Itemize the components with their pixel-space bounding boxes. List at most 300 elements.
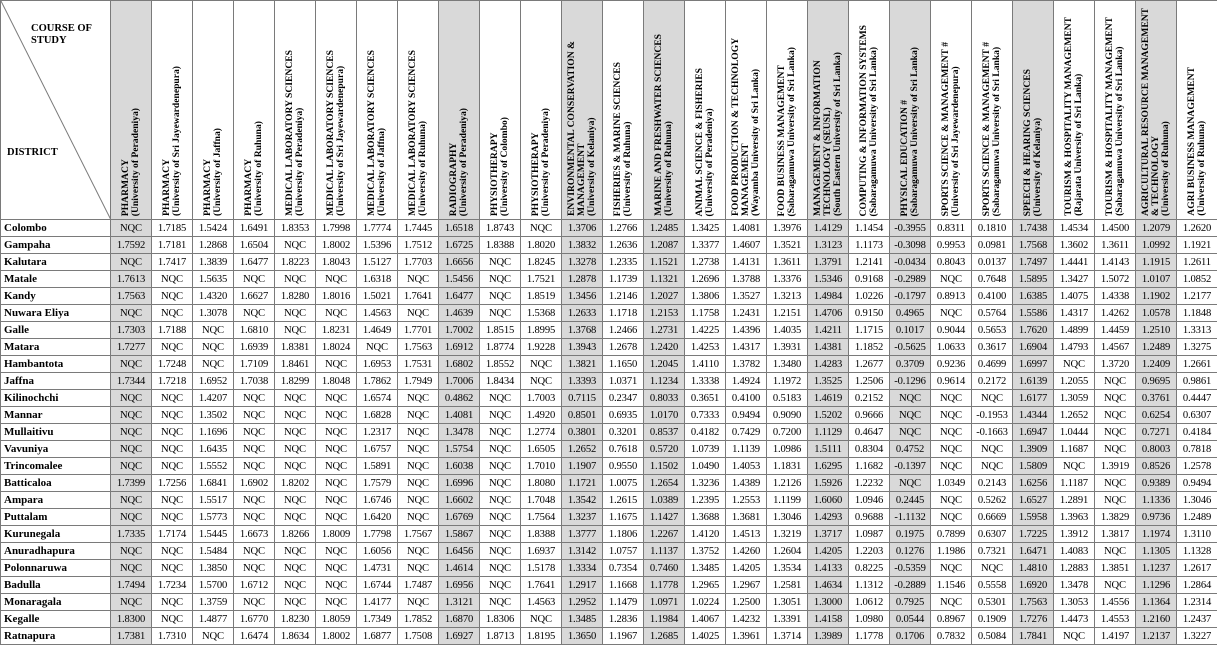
cutoff-value: 1.1852 [849,339,890,356]
course-header [1095,1,1136,220]
cutoff-value: 1.5517 [193,492,234,509]
cutoff-value: 1.3806 [685,288,726,305]
cutoff-value: NQC [316,305,357,322]
cutoff-value: 1.6904 [1013,339,1054,356]
university-name: (Sabaragamuwa University of Sri Lanka) [909,46,920,216]
course-header [644,1,685,220]
cutoff-value: 1.2652 [562,441,603,458]
district-name: Vavuniya [1,441,111,458]
cutoff-value: 1.4441 [1054,254,1095,271]
cutoff-value: 1.3051 [767,594,808,611]
cutoff-value: 1.5202 [808,407,849,424]
cutoff-value: 1.7256 [152,475,193,492]
cutoff-value: NQC [152,441,193,458]
cutoff-value: NQC [931,407,972,424]
cutoff-value: 1.0739 [685,441,726,458]
cutoff-value: 1.3821 [562,356,603,373]
cutoff-value: 1.3313 [1177,322,1217,339]
cutoff-value: 1.0389 [644,492,685,509]
university-name: (Rajarata University of Sri Lanka) [1073,73,1084,216]
cutoff-value: 1.3717 [808,526,849,543]
cutoff-value: 1.6295 [808,458,849,475]
cutoff-value: 1.5368 [521,305,562,322]
cutoff-value: 0.9236 [931,356,972,373]
cutoff-value: 1.2510 [1136,322,1177,339]
cutoff-value: 1.5111 [808,441,849,458]
course-name: SPORTS SCIENCE & MANAGEMENT # [981,41,992,216]
cutoff-value: NQC [275,594,316,611]
cutoff-value: 1.7234 [152,577,193,594]
cutoff-value: 1.2652 [1054,407,1095,424]
cutoff-value: 1.5484 [193,543,234,560]
table-row [1,271,1217,288]
cutoff-value: 1.8434 [480,373,521,390]
cutoff-value: 0.5084 [972,628,1013,645]
cutoff-value: 1.6504 [234,237,275,254]
cutoff-value: 1.2615 [603,492,644,509]
course-header [1136,1,1177,220]
cutoff-value: 1.1986 [931,543,972,560]
university-name: (University of Ruhuna) [663,121,674,216]
cutoff-value: NQC [152,560,193,577]
cutoff-value: 1.2314 [1177,594,1217,611]
cutoff-value: 1.6725 [439,237,480,254]
cutoff-value: 1.6953 [357,356,398,373]
cutoff-value: 0.7333 [685,407,726,424]
cutoff-value: 1.3777 [562,526,603,543]
cutoff-value: 1.1696 [193,424,234,441]
cutoff-value: -0.1797 [890,288,931,305]
cutoff-value: 1.5021 [357,288,398,305]
cutoff-value: 1.6477 [439,288,480,305]
cutoff-value: 0.5653 [972,322,1013,339]
cutoff-value: 1.3961 [726,628,767,645]
cutoff-value: 0.9389 [1136,475,1177,492]
cutoff-value: 1.2891 [1054,492,1095,509]
cutoff-value: 1.1682 [849,458,890,475]
cutoff-value: 1.4553 [1095,611,1136,628]
cutoff-value: 1.3377 [685,237,726,254]
cutoff-value: 1.3236 [685,475,726,492]
district-name: Monaragala [1,594,111,611]
cutoff-value: 1.7531 [398,356,439,373]
cutoff-value: NQC [275,492,316,509]
cutoff-value: 1.6505 [521,441,562,458]
cutoff-value: 1.3919 [1095,458,1136,475]
cutoff-value: 1.6139 [1013,373,1054,390]
cutoff-value: 1.1296 [1136,577,1177,594]
cutoff-value: NQC [275,424,316,441]
cutoff-value: NQC [931,509,972,526]
district-name: Mannar [1,407,111,424]
district-name: Kurunegala [1,526,111,543]
cutoff-value: 1.3053 [1054,594,1095,611]
course-name: ANIMAL SCIENCE & FISHERIES [694,67,705,216]
cutoff-value: 1.0349 [931,475,972,492]
cutoff-value: 1.7399 [111,475,152,492]
cutoff-value: 1.6318 [357,271,398,288]
cutoff-value: 1.6177 [1013,390,1054,407]
cutoff-value: NQC [480,254,521,271]
cutoff-value: NQC [931,441,972,458]
cutoff-value: 1.6744 [357,577,398,594]
cutoff-value: 1.3817 [1095,526,1136,543]
cutoff-value: NQC [193,356,234,373]
cutoff-value: 1.2126 [767,475,808,492]
cutoff-value: 1.2055 [1054,373,1095,390]
cutoff-value: 1.4120 [685,526,726,543]
cutoff-value: 1.8016 [316,288,357,305]
cutoff-value: NQC [234,458,275,475]
table-row [1,543,1217,560]
cutoff-value: 1.4211 [808,322,849,339]
cutoff-value: 1.0987 [849,526,890,543]
cutoff-value: 1.6877 [357,628,398,645]
cutoff-value: 1.4639 [439,305,480,322]
cutoff-value: 0.7818 [1177,441,1217,458]
cutoff-value: 0.5720 [644,441,685,458]
cutoff-value: 1.7038 [234,373,275,390]
cutoff-value: 0.2143 [972,475,1013,492]
cutoff-value: 0.4182 [685,424,726,441]
cutoff-value: 1.3752 [685,543,726,560]
university-name: (University of Peradeniya) [130,107,141,216]
cutoff-value: NQC [234,424,275,441]
cutoff-value: 1.2395 [685,492,726,509]
district-name: Galle [1,322,111,339]
cutoff-value: 0.4100 [972,288,1013,305]
cutoff-value: 1.4338 [1095,288,1136,305]
cutoff-value: -0.3098 [890,237,931,254]
cutoff-value: 1.4706 [808,305,849,322]
cutoff-value: 1.3943 [562,339,603,356]
cutoff-value: 1.1718 [603,305,644,322]
cutoff-value: 1.2146 [603,288,644,305]
cutoff-value: 1.3427 [1054,271,1095,288]
cutoff-value: 1.8059 [316,611,357,628]
course-header [890,1,931,220]
university-name: (University of Ruhuna) [1196,121,1207,216]
cutoff-value: 0.9494 [1177,475,1217,492]
cutoff-value: NQC [152,543,193,560]
cutoff-value: 1.3909 [1013,441,1054,458]
cutoff-value: 1.1668 [603,577,644,594]
cutoff-value: 1.2731 [644,322,685,339]
district-name: Polonnaruwa [1,560,111,577]
cutoff-value: 1.8043 [316,254,357,271]
district-name: Anuradhapura [1,543,111,560]
course-of-study-label: COURSE OF STUDY [31,23,92,46]
cutoff-value: NQC [111,220,152,237]
cutoff-value: NQC [275,237,316,254]
cutoff-value: 1.7592 [111,237,152,254]
cutoff-value: NQC [275,407,316,424]
cutoff-value: 1.1967 [603,628,644,645]
table-row [1,560,1217,577]
cutoff-value: 0.3651 [685,390,726,407]
cutoff-value: 1.4810 [1013,560,1054,577]
cutoff-value: -0.1953 [972,407,1013,424]
cutoff-value: 1.1234 [644,373,685,390]
cutoff-value: NQC [152,407,193,424]
cutoff-value: 1.6456 [439,543,480,560]
cutoff-value: 1.6769 [439,509,480,526]
cutoff-value: 1.1305 [1136,543,1177,560]
course-header [931,1,972,220]
cutoff-value: 0.8501 [562,407,603,424]
cutoff-value: -0.1296 [890,373,931,390]
cutoff-value: NQC [316,577,357,594]
district-name: Hambantota [1,356,111,373]
cutoff-value: NQC [234,305,275,322]
district-label: DISTRICT [7,147,58,158]
table-row [1,356,1217,373]
cutoff-value: NQC [152,390,193,407]
table-row [1,594,1217,611]
cutoff-value: 1.8202 [275,475,316,492]
cutoff-value: 1.0992 [1136,237,1177,254]
district-name: Ampara [1,492,111,509]
cutoff-value: 1.8245 [521,254,562,271]
cutoff-value: 1.7841 [1013,628,1054,645]
cutoff-value: NQC [480,526,521,543]
cutoff-value: 1.3059 [1054,390,1095,407]
district-name: Kegalle [1,611,111,628]
cutoff-value: NQC [357,339,398,356]
cutoff-value: 0.5262 [972,492,1013,509]
cutoff-value: 1.2485 [644,220,685,237]
cutoff-value: NQC [972,560,1013,577]
cutoff-value: 0.7648 [972,271,1013,288]
cutoff-value: NQC [152,458,193,475]
cutoff-value: 1.4158 [808,611,849,628]
cutoff-value: 1.4389 [726,475,767,492]
cutoff-value: 1.6712 [234,577,275,594]
cutoff-value: 1.6841 [193,475,234,492]
cutoff-value: 1.4534 [1054,220,1095,237]
course-name: MEDICAL LABORATORY SCIENCES [366,50,377,216]
cutoff-value: NQC [398,424,439,441]
cutoff-value: 1.4083 [1054,543,1095,560]
cutoff-value: NQC [152,288,193,305]
cutoff-value: 1.1921 [1177,237,1217,254]
cutoff-value: 1.4793 [1054,339,1095,356]
cutoff-value: 1.1984 [644,611,685,628]
cutoff-value: NQC [234,560,275,577]
cutoff-value: 0.8526 [1136,458,1177,475]
cutoff-value: 1.1454 [849,220,890,237]
cutoff-value: 1.8300 [111,611,152,628]
cutoff-value: 1.4381 [808,339,849,356]
corner-header [1,1,111,220]
cutoff-value: 1.7641 [521,577,562,594]
cutoff-value: 0.9550 [603,458,644,475]
cutoff-value: NQC [480,560,521,577]
university-name: (University of Sri Jayewardenepura) [950,65,961,216]
university-name: (University of Ruhuna) [417,121,428,216]
university-name: (University of Peradeniya) [458,107,469,216]
cutoff-value: 1.5396 [357,237,398,254]
cutoff-value: 1.2633 [562,305,603,322]
cutoff-value: 1.4513 [726,526,767,543]
cutoff-value: 1.3963 [1054,509,1095,526]
cutoff-value: 1.4260 [726,543,767,560]
cutoff-value: NQC [316,458,357,475]
cutoff-value: 1.5072 [1095,271,1136,288]
cutoff-value: 1.1521 [644,254,685,271]
cutoff-value: 1.4459 [1095,322,1136,339]
cutoff-value: 1.3714 [767,628,808,645]
cutoff-value: 1.2636 [603,237,644,254]
cutoff-value: 1.0757 [603,543,644,560]
cutoff-value: NQC [480,577,521,594]
cutoff-value: 1.8634 [275,628,316,645]
cutoff-value: 1.2141 [849,254,890,271]
course-name: FOOD BUSINESS MANAGEMENT [776,64,787,216]
cutoff-value: 1.1715 [849,322,890,339]
table-body [1,220,1217,645]
university-name: (University of Ruhuna) [1160,121,1171,216]
cutoff-value: 0.2152 [849,390,890,407]
cutoff-value: NQC [234,441,275,458]
cutoff-value: NQC [111,254,152,271]
cutoff-value: 1.2177 [1177,288,1217,305]
cutoff-value: 1.8223 [275,254,316,271]
cutoff-value: NQC [316,492,357,509]
cutoff-value: 1.0371 [603,373,644,390]
cutoff-value: 1.2232 [849,475,890,492]
cutoff-value: 1.8020 [521,237,562,254]
cutoff-value: 1.4075 [1054,288,1095,305]
cutoff-value: 1.2409 [1136,356,1177,373]
cutoff-value: 1.3334 [562,560,603,577]
university-name: (University of Kelaniya) [586,117,597,216]
cutoff-value: NQC [234,390,275,407]
cutoff-value: NQC [316,594,357,611]
cutoff-value: 1.3338 [685,373,726,390]
cutoff-value: 0.9666 [849,407,890,424]
cutoff-value: NQC [1095,407,1136,424]
cutoff-value: 1.2431 [726,305,767,322]
cutoff-value: NQC [931,594,972,611]
cutoff-value: 1.7335 [111,526,152,543]
cutoff-value: 1.2267 [644,526,685,543]
cutoff-value: 1.3976 [767,220,808,237]
cutoff-value: 1.7174 [152,526,193,543]
cutoff-value: NQC [398,594,439,611]
course-header [439,1,480,220]
cutoff-value: 1.3688 [685,509,726,526]
cutoff-value: 1.4053 [726,458,767,475]
cutoff-value: NQC [275,390,316,407]
course-name: PHARMACY [243,158,254,216]
cutoff-value: 1.4920 [521,407,562,424]
cutoff-value: 1.5178 [521,560,562,577]
cutoff-value: NQC [316,271,357,288]
cutoff-value: NQC [480,271,521,288]
cutoff-value: 0.8003 [1136,441,1177,458]
cutoff-value: NQC [1095,543,1136,560]
cutoff-value: -1.1132 [890,509,931,526]
cutoff-value: 1.2087 [644,237,685,254]
cutoff-value: 1.1199 [767,492,808,509]
cutoff-value: 1.3912 [1054,526,1095,543]
cutoff-value: 1.2160 [1136,611,1177,628]
cutoff-value: NQC [480,492,521,509]
cutoff-value: 0.8033 [644,390,685,407]
cutoff-value: 1.8024 [316,339,357,356]
course-name: TOURISM & HOSPITALITY MANAGEMENT [1063,17,1074,216]
cutoff-value: NQC [398,492,439,509]
university-name: (University of Ruhuna) [253,121,264,216]
cutoff-value: 1.3078 [193,305,234,322]
cutoff-value: 1.6746 [357,492,398,509]
cutoff-value: 1.4067 [685,611,726,628]
cutoff-value: 1.2581 [767,577,808,594]
cutoff-value: 1.2678 [603,339,644,356]
cutoff-value: NQC [480,407,521,424]
course-name: FOOD PRODUCTION & TECHNOLOGY MANAGEMENT [730,38,751,216]
university-name: (University of Colombo) [499,116,510,216]
cutoff-value: 0.1909 [972,611,1013,628]
cutoff-value: 1.3142 [562,543,603,560]
cutoff-value: 1.3275 [1177,339,1217,356]
cutoff-value: NQC [193,628,234,645]
university-name: (Wayamba University of Sri Lanka) [750,68,761,216]
cutoff-value: NQC [111,441,152,458]
cutoff-value: 1.7798 [357,526,398,543]
table-row [1,611,1217,628]
cutoff-value: 1.8009 [316,526,357,543]
cutoff-value: NQC [234,594,275,611]
university-name: (University of Peradeniya) [704,107,715,216]
cutoff-value: 0.9736 [1136,509,1177,526]
course-name: PHARMACY [161,158,172,216]
cutoff-value: 1.2489 [1136,339,1177,356]
cutoff-value: 1.3046 [1177,492,1217,509]
cutoff-value: 1.7277 [111,339,152,356]
cutoff-value: 1.5773 [193,509,234,526]
cutoff-value: 1.2335 [603,254,644,271]
district-name: Trincomalee [1,458,111,475]
cutoff-value: 1.1907 [562,458,603,475]
cutoff-value: 1.4143 [1095,254,1136,271]
cutoff-value: NQC [316,407,357,424]
cutoff-value: 1.4035 [767,322,808,339]
cutoff-value: NQC [275,305,316,322]
cutoff-value: NQC [111,424,152,441]
cutoff-value: NQC [234,543,275,560]
cutoff-value: NQC [111,356,152,373]
cutoff-value: 1.6912 [439,339,480,356]
cutoff-value: 1.8230 [275,611,316,628]
course-header [234,1,275,220]
cutoff-value: NQC [152,611,193,628]
cutoff-value: 1.4293 [808,509,849,526]
cutoff-value: NQC [521,220,562,237]
cutoff-value: NQC [398,543,439,560]
course-name: MANAGEMENT & INFORMATION TECHNOLOGY (SEUSL) [812,60,833,216]
cutoff-value: NQC [152,339,193,356]
cutoff-value: NQC [480,458,521,475]
cutoff-value: NQC [152,271,193,288]
cutoff-value: 0.3761 [1136,390,1177,407]
cutoff-value: 1.7276 [1013,611,1054,628]
cutoff-value: 0.7832 [931,628,972,645]
cutoff-value: 1.8266 [275,526,316,543]
cutoff-value: 1.8280 [275,288,316,305]
cutoff-value: NQC [1095,373,1136,390]
